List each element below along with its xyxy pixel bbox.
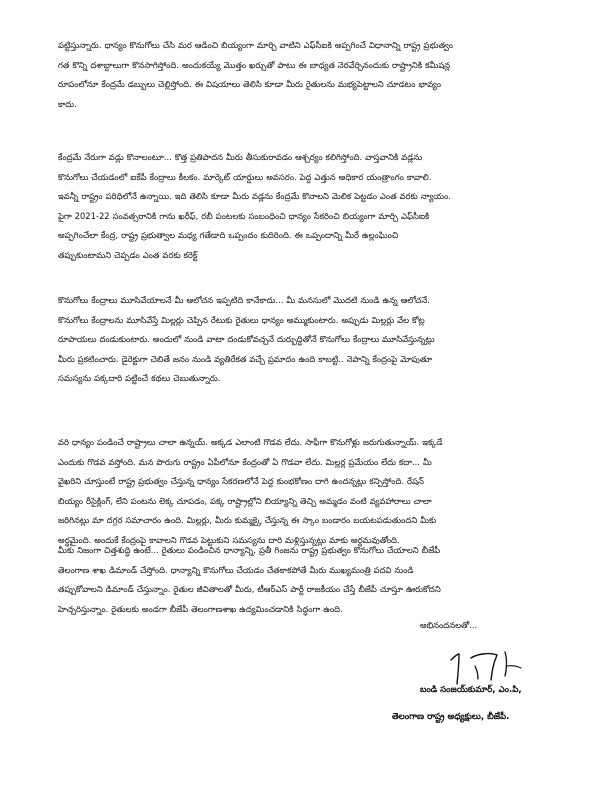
text-line: తప్పుకుంటామని చెప్పడం ఎంత వరకు కరెక్ట్ bbox=[58, 249, 198, 260]
paragraph-5 bbox=[58, 541, 578, 619]
text-line: వరి ధాన్యం పండించే రాష్ట్రాలు చాలా ఉన్నయ్. అక్కడ ఎలాంటి గొడవ లేదు. సాఫీగా కొనుగోళ్లు జరుగుతున్నాయ్. ఇక్కడే bbox=[58, 437, 443, 447]
paragraph-1 bbox=[58, 36, 578, 114]
text-line: గత కొన్ని దశాబ్దాలుగా కొనసాగిస్తోంది. అందుకయ్యే మొత్తం ఖర్చుతో పాటు ఈ బాధ్యత నెరవేర్చినందుకు రాష్ట్రానికి కమీషన్ల bbox=[58, 59, 451, 70]
text-line: హెచ్చరిస్తున్నాం. రైతులకు అండగా బీజేపీ తెలంగాణశాఖ ఉద్యమించడానికి సిద్ధంగా ఉంది. bbox=[58, 603, 343, 614]
paragraph-2 bbox=[58, 148, 578, 266]
signer-name: బండి సంజయ్‌కుమార్, ఎం.పి, bbox=[420, 685, 522, 695]
text-line: కొనుగోలు కేంద్రాలు మూసివేయాలనే మీ ఆలోచన ఇప్పటిది కానేకాదు... మీ మనసులో మొదటి నుండి ఉన్న ఆలోచనే. bbox=[58, 295, 430, 305]
text-line: అప్పగించేలా కేంద్ర, రాష్ట్ర ప్రభుత్వాల మధ్య గతేడాది ఒప్పందం కుదిరింది. ఈ ఒప్పందాన్ని మీరే ఉల్లంఘించి bbox=[58, 230, 399, 241]
text-line: రూపాయలు దండుకుంటారు. అందులో నుండి వాటా దండుకోవచ్చనే దుర్బుద్ధితోనే కొనుగోలు కేంద్రాలు మూసివేస్తున్నట్లు bbox=[58, 334, 435, 345]
text-line: ఎందుకు గొడవ వస్తోంది. మన పొరుగు రాష్ట్రం ఏపీలోనూ కేంద్రంతో ఏ గొడవా లేదు. మిల్లర్ల ప్రమేయం లేదు కదా... మీ bbox=[58, 456, 432, 467]
paragraph-3 bbox=[58, 291, 578, 389]
text-line: సమస్యను పక్కదారి పట్టించే కథలు చెబుతున్నారు. bbox=[58, 373, 221, 384]
text-line: కాదు. bbox=[58, 98, 77, 109]
text-line: ఇవన్నీ రాష్ట్రం పరిధిలోనే ఉన్నాయి. ఇది తెలిసి కూడా మీరు వడ్లను కేంద్రమే కొనాలని మెలిక పెట్టడం ఎంత వరకు న్యాయం. bbox=[58, 191, 451, 202]
text-line: పట్టిస్తున్నారు. ధాన్యం కొనుగోలు చేసి మర ఆడించి బియ్యంగా మార్చి వాటిని ఎఫ్‌సీఐకి అప్పగించే విధానాన్ని రాష్ట్ర ప్రభుత్వం bbox=[58, 40, 453, 50]
text-line: పైగా 2021-22 సంవత్సరానికి గాను ఖరీఫ్, రబీ పంటలకు సంబంధించి ధాన్యం సేకరించి బియ్యంగా మార్చి ఎఫ్‌సీఐకి bbox=[58, 210, 430, 221]
text-line: రూపంలోనూ కేంద్రమే డబ్బులు చెల్లిస్తోంది. ఈ విషయాలు తెలిసి కూడా మీరు రైతులను మభ్యపెట్టాలని చూడటం భావ్యం bbox=[58, 79, 441, 90]
text-line: మీకు నిజంగా చిత్తశుద్ధి ఉంటే... రైతులు పండించిన ధాన్యాన్ని, ప్రతీ గింజను రాష్ట్ర ప్రభుత్వం కొనుగోలు చేయాలని బీజేపీ bbox=[58, 545, 441, 555]
text-line: మీరు ప్రకటించారు. డైరెక్టుగా చెబితే జనం నుండి వ్యతిరేకత వచ్చే ప్రమాదం ఉంది కాబట్టి.. నెపాన్ని కేంద్రంపై మోపుతూ bbox=[58, 353, 432, 364]
text-line: వైఖరిని చూస్తుంటే రాష్ట్ర ప్రభుత్వం చేస్తున్న ధాన్యం సేకరణలోనే పెద్ద కుంభకోణం దాగి ఉందన్నట్లు కన్పిస్తోంది. రేషన్ bbox=[58, 476, 424, 487]
handwritten-signature bbox=[445, 640, 555, 690]
text-line: తెలంగాణ శాఖ డిమాండ్ చేస్తోంది. ధాన్యాన్ని కొనుగోలు చేయడం చేతకాకపోతే మీరు ముఖ్యమంత్రి పదవి నుండి bbox=[58, 564, 414, 575]
closing-salutation: అభినందనలతో... bbox=[420, 620, 478, 630]
text-line: జరిగినట్లు మా దగ్గర సమాచారం ఉంది. మిల్లర్లు, మీరు కుమ్మక్కై చేస్తున్న ఈ స్కాం బండారం బయటపడుతుందని మీకు bbox=[58, 515, 437, 526]
text-line: బియ్యం రీసైక్లింగ్, లేని పంటను లెక్క చూపడం, పక్క రాష్ట్రాల్లోని బియ్యాన్ని తెచ్చి అమ్మడం వంటి వ్యవహారాలు చాలా bbox=[58, 495, 432, 506]
text-line: కేంద్రమే నేరుగా వడ్లు కొనాలంటూ... కొత్త ప్రతిపాదన మీరు తీసుకురావడం ఆశ్చర్యం కలిగిస్తోంది. వాస్తవానికి వడ్లను bbox=[58, 152, 423, 162]
signer-role: తెలంగాణ రాష్ట్ర అధ్యక్షులు, బీజేపీ. bbox=[392, 712, 510, 722]
paragraph-4 bbox=[58, 433, 578, 551]
text-line: తప్పుకోవాలని డిమాండ్ చేస్తున్నాం. రైతుల జీవితాలతో మీరు, టీఆర్ఎస్ పార్టీ రాజకీయం చేస్తే బీజేపీ చూస్తూ ఊరుకోదని bbox=[58, 584, 441, 595]
text-line: కొనుగోలు కేంద్రాలను మూసివేస్తే మిల్లర్లు చెప్పిన రేటుకు రైతులు ధాన్యం అమ్ముకుంటారు. అప్పుడు మిల్లర్లు వేల కోట్ల bbox=[58, 314, 425, 325]
text-line: కొనుగోలు చేయడంలో ఐకేపీ కేంద్రాలు కీలకం. మార్కెట్ యార్డులు అవసరం. పెద్ద ఎత్తున అధికార యంత్రాంగం కావాలి. bbox=[58, 171, 432, 182]
text-line: అర్థమైంది. అందుకే కేంద్రంపై కావాలని గొడవ పెట్టుకుని సమస్యను దారి మళ్లిస్తున్నట్లు మాకు అర్థమవుతోంది. bbox=[58, 534, 400, 545]
